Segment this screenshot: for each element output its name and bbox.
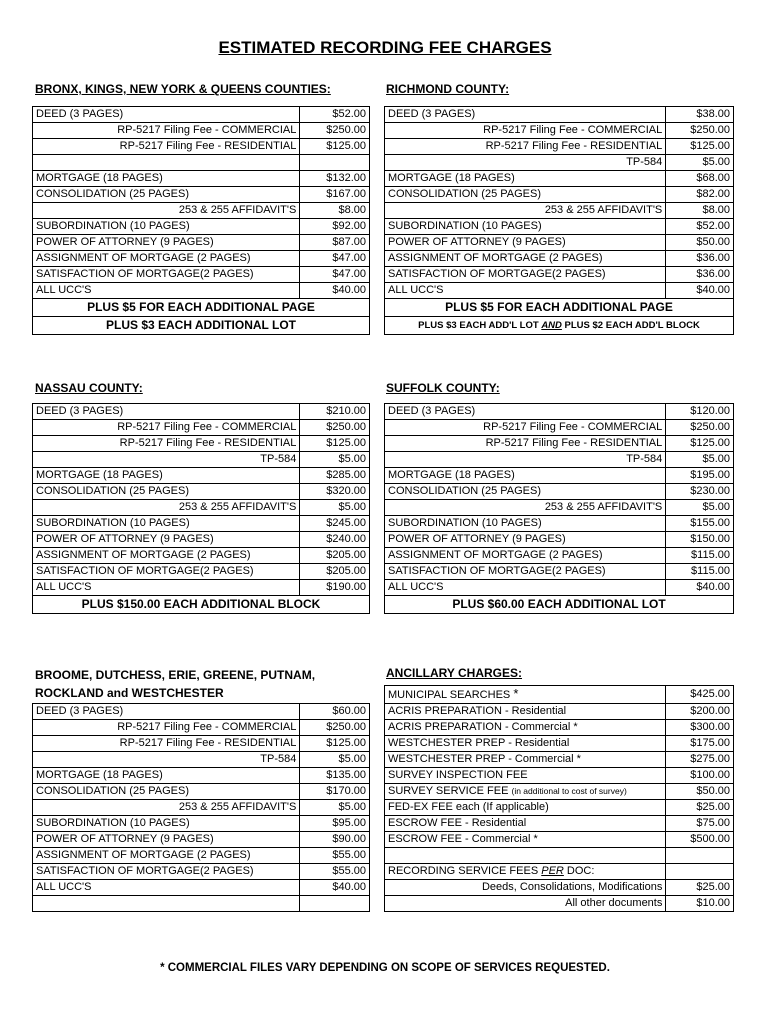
table-row <box>33 768 370 784</box>
table-row <box>385 596 734 614</box>
fee-amount: $40.00 <box>666 580 734 596</box>
fee-amount: $200.00 <box>666 704 734 720</box>
table-row <box>33 736 370 752</box>
fee-label: MORTGAGE (18 PAGES) <box>385 468 666 484</box>
broome-heading <box>35 666 315 702</box>
fee-amount: $167.00 <box>300 187 370 203</box>
table-row <box>33 468 370 484</box>
fee-amount: $50.00 <box>666 784 734 800</box>
additional-lot-note: PLUS $60.00 EACH ADDITIONAL LOT <box>385 596 734 614</box>
broome-heading-line2: ROCKLAND and WESTCHESTER <box>35 686 224 700</box>
broome-fee-table <box>32 703 370 912</box>
fee-amount <box>666 848 734 864</box>
table-row <box>33 532 370 548</box>
table-row <box>33 816 370 832</box>
fee-label: SATISFACTION OF MORTGAGE(2 PAGES) <box>385 267 666 283</box>
fee-amount: $82.00 <box>666 187 734 203</box>
fee-label: ACRIS PREPARATION - Commercial * <box>385 720 666 736</box>
fee-label <box>33 896 300 912</box>
fee-label: ASSIGNMENT OF MORTGAGE (2 PAGES) <box>33 548 300 564</box>
fee-amount: $47.00 <box>300 251 370 267</box>
fee-label: SATISFACTION OF MORTGAGE(2 PAGES) <box>33 267 300 283</box>
fee-amount: $195.00 <box>666 468 734 484</box>
table-row <box>385 267 734 283</box>
fee-amount: $115.00 <box>666 548 734 564</box>
table-row <box>33 704 370 720</box>
fee-amount: $25.00 <box>666 800 734 816</box>
table-row <box>385 500 734 516</box>
block-note-text: PLUS $2 EACH ADD'L BLOCK <box>564 320 700 331</box>
fee-label-text: MUNICIPAL SEARCHES <box>388 689 511 701</box>
fee-label: CONSOLIDATION (25 PAGES) <box>385 187 666 203</box>
table-row <box>33 880 370 896</box>
table-row <box>385 768 734 784</box>
table-row <box>385 532 734 548</box>
fee-label: TP-584 <box>33 752 300 768</box>
table-row <box>33 404 370 420</box>
fee-label: WESTCHESTER PREP - Residential <box>385 736 666 752</box>
fee-amount: $40.00 <box>300 283 370 299</box>
table-row <box>385 704 734 720</box>
fee-label: ALL UCC'S <box>33 880 300 896</box>
fee-amount: $10.00 <box>666 896 734 912</box>
table-row <box>33 139 370 155</box>
fee-label: SATISFACTION OF MORTGAGE(2 PAGES) <box>385 564 666 580</box>
fee-label: DEED (3 PAGES) <box>33 107 300 123</box>
recording-service-label: RECORDING SERVICE FEES <box>388 865 539 877</box>
fee-label <box>385 864 666 880</box>
fee-label: TP-584 <box>33 452 300 468</box>
table-row <box>385 317 734 335</box>
table-row <box>385 251 734 267</box>
broome-heading-line1: BROOME, DUTCHESS, ERIE, GREENE, PUTNAM, <box>35 668 316 682</box>
table-row <box>385 686 734 704</box>
fee-label: ASSIGNMENT OF MORTGAGE (2 PAGES) <box>385 251 666 267</box>
fee-amount: $5.00 <box>666 155 734 171</box>
bronx-heading: BRONX, KINGS, NEW YORK & QUEENS COUNTIES: <box>35 82 331 96</box>
table-row <box>385 452 734 468</box>
fee-amount: $5.00 <box>666 452 734 468</box>
fee-amount: $125.00 <box>300 139 370 155</box>
fee-label: MORTGAGE (18 PAGES) <box>33 171 300 187</box>
table-row <box>33 896 370 912</box>
table-row <box>385 404 734 420</box>
table-row <box>385 516 734 532</box>
fee-label: SUBORDINATION (10 PAGES) <box>33 219 300 235</box>
fee-amount: $210.00 <box>300 404 370 420</box>
table-row <box>33 187 370 203</box>
fee-label: RP-5217 Filing Fee - COMMERCIAL <box>33 720 300 736</box>
fee-label: POWER OF ATTORNEY (9 PAGES) <box>33 532 300 548</box>
fee-amount: $55.00 <box>300 864 370 880</box>
fee-label: SURVEY INSPECTION FEE <box>385 768 666 784</box>
table-row <box>33 436 370 452</box>
table-row <box>33 516 370 532</box>
fee-label: CONSOLIDATION (25 PAGES) <box>33 187 300 203</box>
fee-amount: $125.00 <box>300 436 370 452</box>
table-row <box>33 420 370 436</box>
fee-amount: $125.00 <box>300 736 370 752</box>
fee-amount: $300.00 <box>666 720 734 736</box>
fee-amount: $52.00 <box>300 107 370 123</box>
table-row <box>33 251 370 267</box>
fee-label: POWER OF ATTORNEY (9 PAGES) <box>33 235 300 251</box>
fee-label: SUBORDINATION (10 PAGES) <box>385 516 666 532</box>
fee-label <box>385 848 666 864</box>
table-row <box>385 848 734 864</box>
fee-amount: $205.00 <box>300 548 370 564</box>
nassau-fee-table <box>32 403 370 614</box>
fee-amount: $47.00 <box>300 267 370 283</box>
fee-label: FED-EX FEE each (If applicable) <box>385 800 666 816</box>
fee-amount: $250.00 <box>300 720 370 736</box>
table-row <box>385 299 734 317</box>
fee-amount: $40.00 <box>300 880 370 896</box>
fee-amount: $175.00 <box>666 736 734 752</box>
table-row <box>385 800 734 816</box>
table-row <box>33 484 370 500</box>
fee-label: CONSOLIDATION (25 PAGES) <box>385 484 666 500</box>
fee-amount: $125.00 <box>666 436 734 452</box>
fee-label: ACRIS PREPARATION - Residential <box>385 704 666 720</box>
table-row <box>33 832 370 848</box>
table-row <box>385 235 734 251</box>
fee-label <box>33 155 300 171</box>
table-row <box>33 800 370 816</box>
asterisk-marker: * <box>513 686 519 701</box>
fee-amount: $320.00 <box>300 484 370 500</box>
doc-label: DOC: <box>566 865 595 877</box>
table-row <box>33 203 370 219</box>
fee-label: DEED (3 PAGES) <box>33 704 300 720</box>
fee-amount: $240.00 <box>300 532 370 548</box>
fee-amount: $170.00 <box>300 784 370 800</box>
table-row <box>385 203 734 219</box>
fee-amount: $90.00 <box>300 832 370 848</box>
fee-amount: $5.00 <box>666 500 734 516</box>
table-row <box>385 816 734 832</box>
richmond-fee-table <box>384 106 734 335</box>
fee-label: Deeds, Consolidations, Modifications <box>385 880 666 896</box>
table-row <box>33 267 370 283</box>
table-row <box>33 564 370 580</box>
fee-amount: $205.00 <box>300 564 370 580</box>
table-row <box>385 436 734 452</box>
fee-amount: $285.00 <box>300 468 370 484</box>
fee-amount: $230.00 <box>666 484 734 500</box>
fee-label: POWER OF ATTORNEY (9 PAGES) <box>385 532 666 548</box>
fee-label: ALL UCC'S <box>385 580 666 596</box>
table-row <box>385 896 734 912</box>
fee-label: WESTCHESTER PREP - Commercial * <box>385 752 666 768</box>
fee-label: POWER OF ATTORNEY (9 PAGES) <box>385 235 666 251</box>
fee-amount: $125.00 <box>666 139 734 155</box>
bronx-fee-table <box>32 106 370 335</box>
page-title: ESTIMATED RECORDING FEE CHARGES <box>218 38 552 57</box>
table-row <box>33 317 370 335</box>
table-row <box>33 107 370 123</box>
table-row <box>385 420 734 436</box>
fee-label: SATISFACTION OF MORTGAGE(2 PAGES) <box>33 564 300 580</box>
table-row <box>33 155 370 171</box>
table-row <box>33 219 370 235</box>
fee-label: 253 & 255 AFFIDAVIT'S <box>33 800 300 816</box>
table-row <box>385 736 734 752</box>
additional-page-note: PLUS $5 FOR EACH ADDITIONAL PAGE <box>385 299 734 317</box>
table-row <box>33 299 370 317</box>
table-row <box>33 548 370 564</box>
fee-amount: $500.00 <box>666 832 734 848</box>
fee-label: ASSIGNMENT OF MORTGAGE (2 PAGES) <box>385 548 666 564</box>
fee-amount: $250.00 <box>666 123 734 139</box>
fee-amount: $5.00 <box>300 752 370 768</box>
ancillary-heading: ANCILLARY CHARGES: <box>386 666 523 680</box>
additional-block-note: PLUS $150.00 EACH ADDITIONAL BLOCK <box>33 596 370 614</box>
table-row <box>33 848 370 864</box>
suffolk-heading: SUFFOLK COUNTY: <box>386 381 500 395</box>
per-emphasis: PER <box>541 865 564 877</box>
table-row <box>385 484 734 500</box>
table-row <box>33 500 370 516</box>
fee-amount: $75.00 <box>666 816 734 832</box>
fee-label: TP-584 <box>385 452 666 468</box>
table-row <box>33 864 370 880</box>
table-row <box>385 864 734 880</box>
fee-amount: $8.00 <box>666 203 734 219</box>
fee-amount: $60.00 <box>300 704 370 720</box>
fee-amount: $92.00 <box>300 219 370 235</box>
suffolk-fee-table <box>384 403 734 614</box>
table-row <box>385 832 734 848</box>
fee-label: ALL UCC'S <box>33 283 300 299</box>
fee-amount: $36.00 <box>666 267 734 283</box>
fee-amount: $87.00 <box>300 235 370 251</box>
table-row <box>385 880 734 896</box>
fee-label: 253 & 255 AFFIDAVIT'S <box>385 203 666 219</box>
table-row <box>33 752 370 768</box>
fee-label-text: SURVEY SERVICE FEE <box>388 785 509 797</box>
table-row <box>33 720 370 736</box>
fee-amount: $5.00 <box>300 800 370 816</box>
table-row <box>33 171 370 187</box>
and-emphasis: AND <box>541 320 562 331</box>
fee-label: DEED (3 PAGES) <box>385 107 666 123</box>
fee-amount: $5.00 <box>300 500 370 516</box>
fee-amount: $135.00 <box>300 768 370 784</box>
fee-amount: $155.00 <box>666 516 734 532</box>
fee-amount: $95.00 <box>300 816 370 832</box>
fee-label: POWER OF ATTORNEY (9 PAGES) <box>33 832 300 848</box>
richmond-heading: RICHMOND COUNTY: <box>386 82 510 96</box>
fee-label: 253 & 255 AFFIDAVIT'S <box>33 203 300 219</box>
fee-label: ALL UCC'S <box>385 283 666 299</box>
fee-label: CONSOLIDATION (25 PAGES) <box>33 484 300 500</box>
fee-amount: $38.00 <box>666 107 734 123</box>
fee-label: MORTGAGE (18 PAGES) <box>385 171 666 187</box>
fee-label: RP-5217 Filing Fee - RESIDENTIAL <box>385 139 666 155</box>
table-row <box>385 219 734 235</box>
fee-amount: $132.00 <box>300 171 370 187</box>
table-row <box>385 283 734 299</box>
table-row <box>385 139 734 155</box>
fee-label: MORTGAGE (18 PAGES) <box>33 468 300 484</box>
fee-amount: $250.00 <box>666 420 734 436</box>
table-row <box>33 784 370 800</box>
fee-label: RP-5217 Filing Fee - COMMERCIAL <box>33 420 300 436</box>
fee-amount <box>666 864 734 880</box>
table-row <box>385 468 734 484</box>
table-row <box>385 155 734 171</box>
fee-label: RP-5217 Filing Fee - COMMERCIAL <box>385 420 666 436</box>
fee-label: All other documents <box>385 896 666 912</box>
table-row <box>33 452 370 468</box>
fee-amount: $425.00 <box>666 686 734 704</box>
table-row <box>385 784 734 800</box>
table-row <box>385 187 734 203</box>
table-row <box>33 123 370 139</box>
table-row <box>33 235 370 251</box>
fee-label: ASSIGNMENT OF MORTGAGE (2 PAGES) <box>33 251 300 267</box>
fee-amount: $250.00 <box>300 123 370 139</box>
fee-amount: $5.00 <box>300 452 370 468</box>
fee-label: SUBORDINATION (10 PAGES) <box>33 816 300 832</box>
table-row <box>385 752 734 768</box>
table-row <box>385 580 734 596</box>
table-row <box>33 580 370 596</box>
fee-label: RP-5217 Filing Fee - RESIDENTIAL <box>385 436 666 452</box>
fee-amount: $25.00 <box>666 880 734 896</box>
additional-page-note: PLUS $5 FOR EACH ADDITIONAL PAGE <box>33 299 370 317</box>
fee-amount: $115.00 <box>666 564 734 580</box>
fee-label: RP-5217 Filing Fee - RESIDENTIAL <box>33 736 300 752</box>
fee-label: RP-5217 Filing Fee - COMMERCIAL <box>385 123 666 139</box>
fee-label: SATISFACTION OF MORTGAGE(2 PAGES) <box>33 864 300 880</box>
fee-label <box>385 686 666 704</box>
table-row <box>385 564 734 580</box>
fee-label: CONSOLIDATION (25 PAGES) <box>33 784 300 800</box>
fee-label: TP-584 <box>385 155 666 171</box>
fee-label: 253 & 255 AFFIDAVIT'S <box>33 500 300 516</box>
fee-amount: $40.00 <box>666 283 734 299</box>
fee-amount <box>300 896 370 912</box>
table-row <box>33 596 370 614</box>
fee-label: RP-5217 Filing Fee - RESIDENTIAL <box>33 139 300 155</box>
fee-amount: $55.00 <box>300 848 370 864</box>
fee-amount: $8.00 <box>300 203 370 219</box>
fee-label: 253 & 255 AFFIDAVIT'S <box>385 500 666 516</box>
table-row <box>385 171 734 187</box>
fee-amount: $68.00 <box>666 171 734 187</box>
table-row <box>385 548 734 564</box>
fee-amount: $150.00 <box>666 532 734 548</box>
table-row <box>385 720 734 736</box>
fee-label: ASSIGNMENT OF MORTGAGE (2 PAGES) <box>33 848 300 864</box>
fee-label: RP-5217 Filing Fee - RESIDENTIAL <box>33 436 300 452</box>
fee-amount: $190.00 <box>300 580 370 596</box>
fee-amount: $250.00 <box>300 420 370 436</box>
fee-label: ALL UCC'S <box>33 580 300 596</box>
lot-note-text: PLUS $3 EACH ADD'L LOT <box>418 320 539 331</box>
fee-label: ESCROW FEE - Commercial * <box>385 832 666 848</box>
additional-lot-note: PLUS $3 EACH ADDITIONAL LOT <box>33 317 370 335</box>
ancillary-fee-table <box>384 685 734 912</box>
fee-amount: $36.00 <box>666 251 734 267</box>
fee-label: MORTGAGE (18 PAGES) <box>33 768 300 784</box>
fee-label <box>385 784 666 800</box>
fee-amount: $100.00 <box>666 768 734 784</box>
fee-amount: $50.00 <box>666 235 734 251</box>
fee-label: RP-5217 Filing Fee - COMMERCIAL <box>33 123 300 139</box>
additional-lot-block-note <box>385 317 734 335</box>
footer-note: * COMMERCIAL FILES VARY DEPENDING ON SCOPE OF SERVICES REQUESTED. <box>160 962 610 974</box>
nassau-heading: NASSAU COUNTY: <box>35 381 143 395</box>
fee-label: SUBORDINATION (10 PAGES) <box>385 219 666 235</box>
fee-label: DEED (3 PAGES) <box>33 404 300 420</box>
fee-amount: $52.00 <box>666 219 734 235</box>
fee-label: DEED (3 PAGES) <box>385 404 666 420</box>
table-row <box>385 123 734 139</box>
fee-label: SUBORDINATION (10 PAGES) <box>33 516 300 532</box>
fee-amount: $275.00 <box>666 752 734 768</box>
fee-amount: $120.00 <box>666 404 734 420</box>
fee-amount <box>300 155 370 171</box>
survey-cost-note: (in additional to cost of survey) <box>511 786 627 796</box>
table-row <box>33 283 370 299</box>
fee-amount: $245.00 <box>300 516 370 532</box>
table-row <box>385 107 734 123</box>
fee-label: ESCROW FEE - Residential <box>385 816 666 832</box>
